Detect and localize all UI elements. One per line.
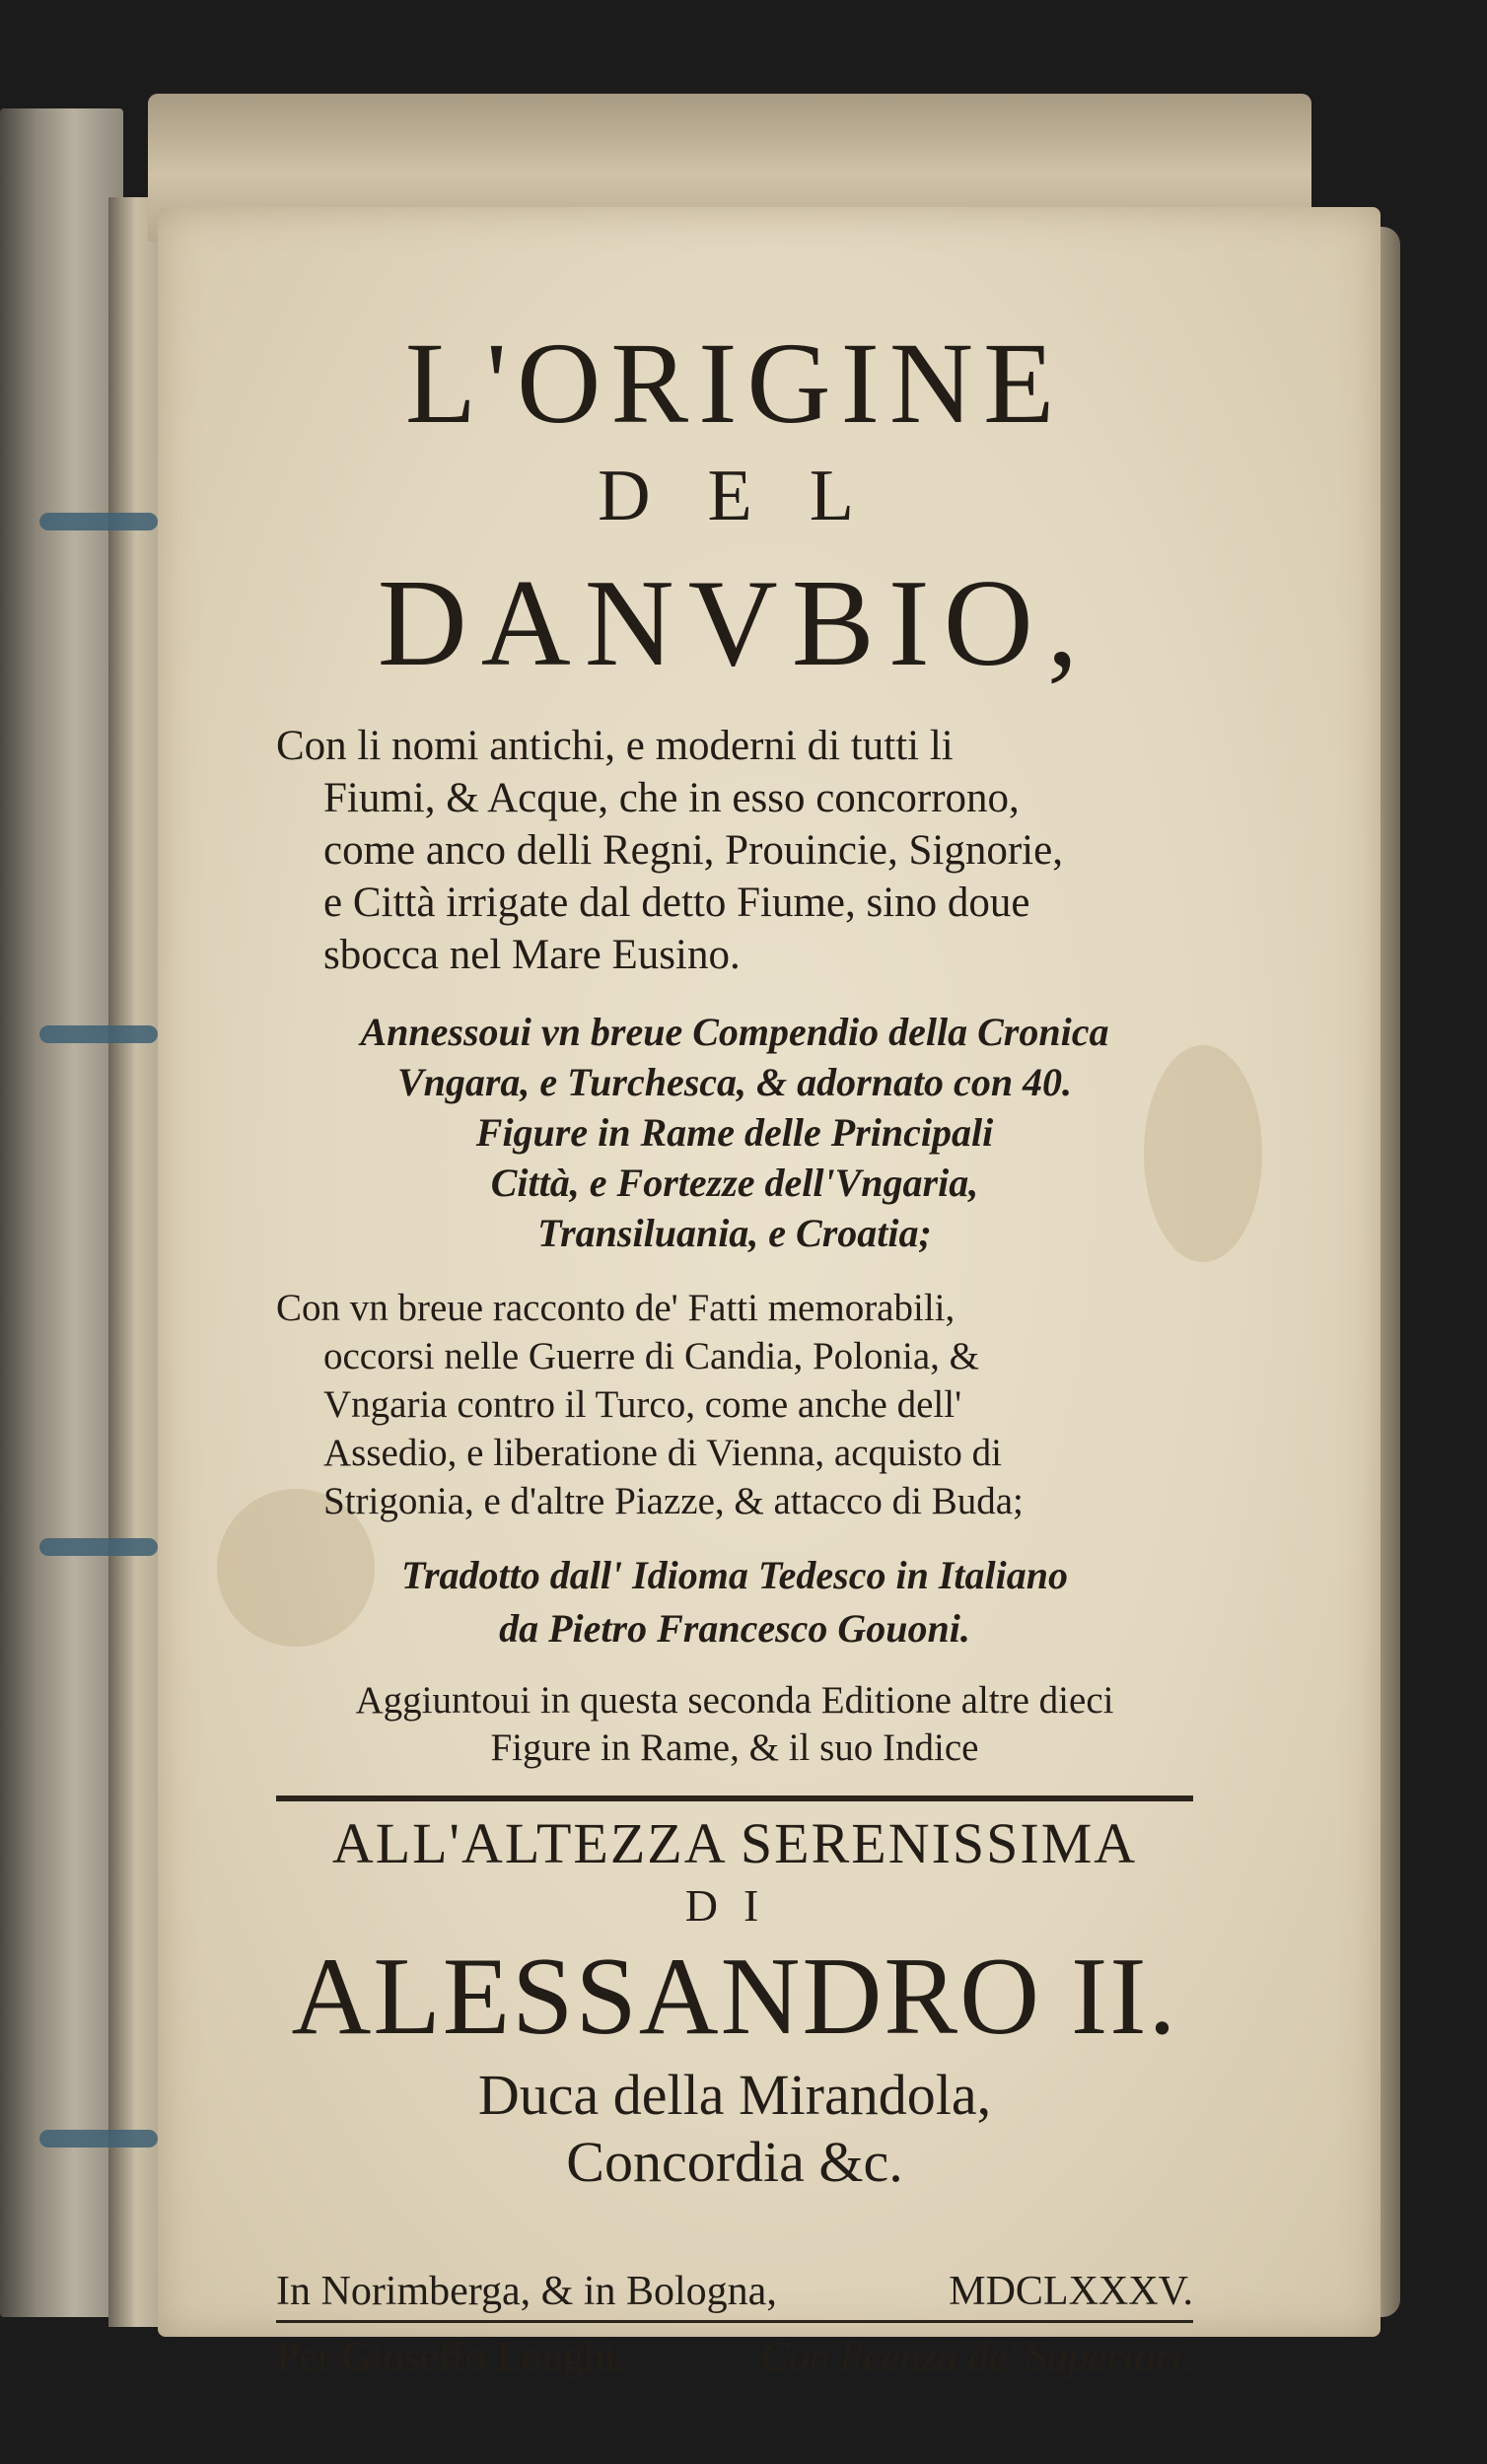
account-line: Strigonia, e d'altre Piazze, & attacco di Buda;	[323, 1480, 1024, 1522]
imprint-printer: Per Gioseffo Longhi.	[276, 2335, 627, 2380]
description-line: e Città irrigate dal detto Fiume, sino doue	[323, 880, 1030, 926]
book-cover-edge	[0, 108, 123, 2317]
dedication-name: ALESSANDRO II.	[291, 1936, 1178, 2058]
imprint-license: Con licenza de' Superiori.	[760, 2335, 1193, 2380]
edition-line: Aggiuntoui in questa seconda Editione altre dieci	[355, 1679, 1114, 1722]
imprint-rule	[276, 2320, 1193, 2323]
account-paragraph	[276, 1284, 1193, 1525]
title-line-2: DEL	[598, 456, 911, 536]
binding-thread	[39, 2130, 158, 2147]
edition-note	[276, 1677, 1193, 1772]
annex-paragraph	[276, 1007, 1193, 1258]
dedication-line-2: DI	[684, 1880, 785, 1931]
binding-thread	[39, 1538, 158, 1556]
description-paragraph	[276, 720, 1193, 981]
binding-thread	[39, 513, 158, 530]
description-line: Con li nomi antichi, e moderni di tutti li	[276, 723, 954, 769]
description-line: Fiumi, & Acque, che in esso concorrono,	[323, 775, 1020, 821]
description-line: come anco delli Regni, Prouincie, Signorie,	[323, 827, 1063, 874]
account-line: Assedio, e liberatione di Vienna, acquisto di	[323, 1432, 1002, 1474]
translation-note	[276, 1549, 1193, 1655]
annex-line: Annessoui vn breue Compendio della Cronica	[360, 1010, 1109, 1054]
imprint-year: MDCLXXXV.	[949, 2269, 1193, 2314]
imprint-place-line	[276, 2267, 1193, 2316]
annex-line: Transiluania, e Croatia;	[537, 1211, 932, 1255]
imprint-printer-line	[276, 2331, 1193, 2384]
annex-line: Figure in Rame delle Principali	[475, 1110, 994, 1155]
dedication-line-1: ALL'ALTEZZA SERENISSIMA	[331, 1811, 1138, 1875]
account-line: Vngaria contro il Turco, come anche dell'	[323, 1383, 962, 1426]
account-line: occorsi nelle Guerre di Candia, Polonia, &	[323, 1335, 979, 1377]
divider-rule	[276, 1795, 1193, 1801]
translation-line: Tradotto dall' Idioma Tedesco in Italiano	[401, 1553, 1068, 1597]
title-line-1: L'ORIGINE	[404, 318, 1065, 448]
translation-line: da Pietro Francesco Gouoni.	[499, 1606, 970, 1651]
dedication-title-2: Concordia &c.	[566, 2130, 903, 2194]
title-page-text	[276, 318, 1193, 2384]
dedication-title: Duca della Mirandola,	[477, 2063, 992, 2127]
account-line: Con vn breue racconto de' Fatti memorabili,	[276, 1287, 956, 1329]
imprint-place: In Norimberga, & in Bologna,	[276, 2269, 777, 2314]
description-line: sbocca nel Mare Eusino.	[323, 932, 741, 978]
binding-thread	[39, 1025, 158, 1043]
edition-line: Figure in Rame, & il suo Indice	[490, 1726, 979, 1769]
annex-line: Città, e Fortezze dell'Vngaria,	[490, 1161, 979, 1205]
annex-line: Vngara, e Turchesca, & adornato con 40.	[396, 1060, 1073, 1104]
title-line-3: DANVBIO,	[377, 555, 1093, 692]
